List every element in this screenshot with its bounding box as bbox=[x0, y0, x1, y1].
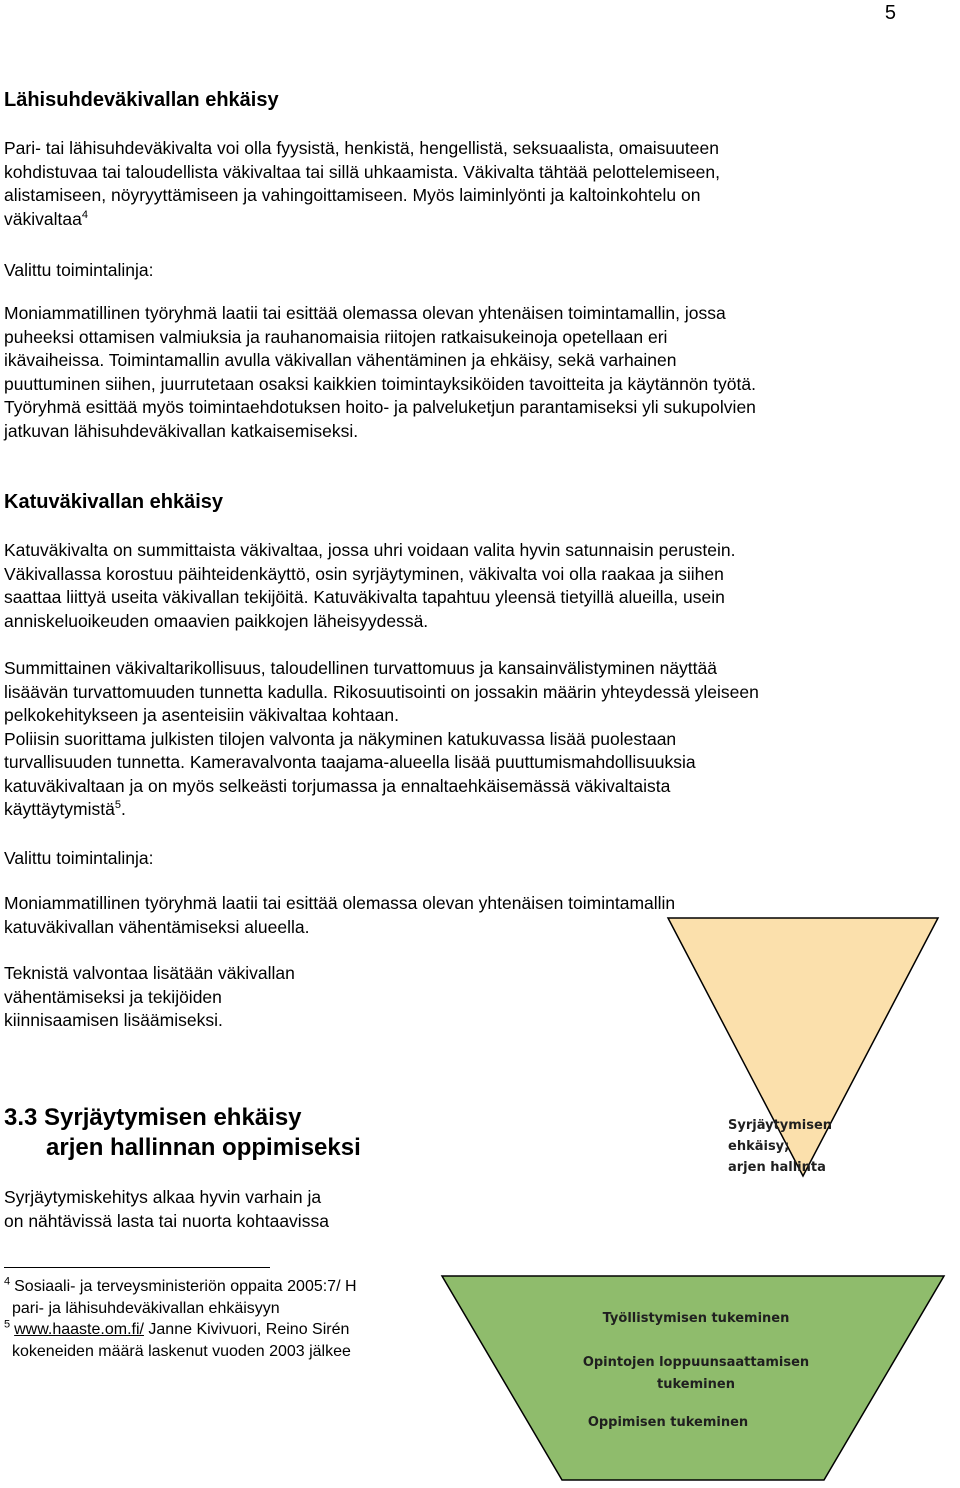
text-line: ikävaiheissa. Toimintamallin avulla väkivallan vähentäminen ja ehkäisy, sekä varhainen bbox=[4, 350, 677, 370]
footnote-text: Janne Kivivuori, Reino Sirén bbox=[143, 1321, 350, 1338]
section-heading-katuvakivalta: Katuväkivallan ehkäisy bbox=[4, 491, 224, 513]
bottom-item-oppiminen: Oppimisen tukeminen bbox=[587, 1415, 749, 1430]
text-line: Teknistä valvontaa lisätään väkivallan bbox=[4, 963, 295, 983]
text-line: Poliisin suorittama julkisten tilojen valvonta ja näkyminen katukuvassa lisää puolestaan bbox=[4, 728, 677, 749]
text-line: Syrjäytymiskehitys alkaa hyvin varhain ja bbox=[4, 1187, 322, 1207]
text-fragment: käyttäytymistä bbox=[4, 799, 115, 819]
text-line: puuttuminen siihen, juurrutetaan osaksi kaikkien toimintayksiköiden tavoitteita ja käytännön työtä. bbox=[4, 373, 756, 394]
top-label-line: arjen hallinta bbox=[728, 1160, 826, 1175]
text-line: jatkuvan lähisuhdeväkivallan katkaisemiseksi. bbox=[4, 420, 359, 441]
footnote-link[interactable]: www.haaste.om.fi/ bbox=[14, 1321, 144, 1338]
text-line: Työryhmä esittää myös toimintaehdotuksen hoito- ja palveluketjun parantamiseksi yli sukupolvien bbox=[4, 397, 756, 417]
top-triangle bbox=[668, 918, 938, 1176]
section-title-line: arjen hallinnan oppimiseksi bbox=[46, 1134, 361, 1161]
text-line: saattaa liittyä useita väkivallan tekijöitä. Katuväkivalta tapahtuu yleensä tietyillä alueilla, usein bbox=[4, 587, 725, 607]
footnote-text: kokeneiden määrä laskenut vuoden 2003 jälkee bbox=[12, 1342, 351, 1360]
footnote-ref-5: 5 bbox=[114, 799, 121, 812]
text-line: on nähtävissä lasta tai nuorta kohtaavissa bbox=[4, 1210, 329, 1231]
text-line: Väkivallassa korostuu päihteidenkäyttö, osin syrjäytyminen, väkivalta voi olla raakaa ja siihen bbox=[4, 563, 724, 584]
top-label-line: ehkäisy; bbox=[728, 1139, 790, 1154]
footnote-text: Sosiaali- ja terveysministeriön oppaita 2005:7/ H bbox=[14, 1278, 357, 1295]
section-title-line: 3.3 Syrjäytymisen ehkäisy bbox=[4, 1104, 302, 1131]
footnote-separator bbox=[4, 1267, 270, 1268]
footnote-ref-4: 4 bbox=[81, 208, 88, 221]
text-line: kohdistuvaa tai taloudellista väkivaltaa tai sillä uhkaamista. Väkivalta tähtää pelottelemiseen, bbox=[4, 161, 720, 182]
text-line: Pari- tai lähisuhdeväkivalta voi olla fyysistä, henkistä, hengellistä, seksuaalista, omaisuuteen bbox=[4, 138, 719, 158]
bottom-item-tyollistyminen: Työllistymisen tukeminen bbox=[602, 1311, 790, 1326]
text-line: lisäävän turvattomuuden tunnetta kadulla. Rikosuutisointi on jossakin määrin yhteydessä yleiseen bbox=[4, 681, 759, 702]
text-line: vähentämiseksi ja tekijöiden bbox=[4, 986, 222, 1007]
text-line: katuväkivallan vähentämiseksi alueella. bbox=[4, 916, 310, 937]
bottom-item-opinnot-cont: tukeminen bbox=[657, 1377, 735, 1392]
paragraph-katuvakivalta-definition bbox=[4, 539, 884, 633]
text-line: Katuväkivalta on summittaista väkivaltaa, jossa uhri voidaan valita hyvin satunnaisin perustein. bbox=[4, 540, 736, 560]
paragraph-lahisuhde-definition bbox=[4, 137, 884, 231]
footnote-number: 4 bbox=[4, 1276, 11, 1288]
text-line: Moniammatillinen työryhmä laatii tai esittää olemassa olevan yhtenäisen toimintamallin, jossa bbox=[4, 303, 726, 323]
paragraph-lahisuhde-toimintalinja bbox=[4, 302, 884, 443]
section-title-3-3 bbox=[4, 1103, 361, 1163]
footnote-text: pari- ja lähisuhdeväkivallan ehkäisyyn bbox=[12, 1299, 280, 1317]
footnote-4 bbox=[4, 1276, 409, 1298]
paragraph-katuvakivalta-turvattomuus bbox=[4, 657, 884, 822]
text-fragment: väkivaltaa bbox=[4, 208, 82, 229]
top-label-line: Syrjäytymisen bbox=[728, 1118, 833, 1133]
text-line bbox=[4, 208, 884, 232]
text-line: anniskeluoikeuden omaavien paikkojen läheisyydessä. bbox=[4, 610, 429, 631]
text-line bbox=[4, 798, 884, 822]
bottom-item-opinnot: Opintojen loppuunsaattamisen bbox=[582, 1355, 810, 1370]
text-line: puheeksi ottamisen valmiuksia ja rauhanomaisia riitojen ratkaisukeinoja opetellaan eri bbox=[4, 326, 668, 347]
subheading-valittu-toimintalinja-2: Valittu toimintalinja: bbox=[4, 848, 154, 868]
page-number: 5 bbox=[884, 2, 896, 24]
syrjaytyminen-diagram bbox=[434, 910, 954, 1488]
paragraph-tekninen-valvonta bbox=[4, 962, 404, 1033]
text-line: kiinnisaamisen lisäämiseksi. bbox=[4, 1010, 223, 1030]
subheading-valittu-toimintalinja-1: Valittu toimintalinja: bbox=[4, 260, 154, 280]
text-line: Moniammatillinen työryhmä laatii tai esittää olemassa olevan yhtenäisen toimintamallin bbox=[4, 893, 676, 913]
text-line: katuväkivaltaan ja on myös selkeästi torjumassa ja ennaltaehkäisemässä väkivaltaista bbox=[4, 775, 671, 796]
footnotes bbox=[4, 1276, 409, 1362]
section-heading-lahisuhdevakivalta: Lähisuhdeväkivallan ehkäisy bbox=[4, 89, 279, 111]
text-fragment: . bbox=[121, 799, 126, 819]
text-line: turvallisuuden tunnetta. Kameravalvonta taajama-alueella lisää puuttumismahdollisuuksia bbox=[4, 752, 696, 772]
text-line: alistamiseen, nöyryyttämiseen ja vahingoittamiseen. Myös laiminlyönti ja kaltoinkohtelu on bbox=[4, 185, 701, 205]
footnote-5 bbox=[4, 1319, 409, 1341]
footnote-number: 5 bbox=[4, 1318, 11, 1331]
text-line: Summittainen väkivaltarikollisuus, taloudellinen turvattomuus ja kansainvälistyminen näyttää bbox=[4, 658, 717, 678]
text-line: pelkokehitykseen ja asenteisiin väkivaltaa kohtaan. bbox=[4, 705, 399, 725]
paragraph-syrjaytymiskehitys bbox=[4, 1186, 404, 1233]
